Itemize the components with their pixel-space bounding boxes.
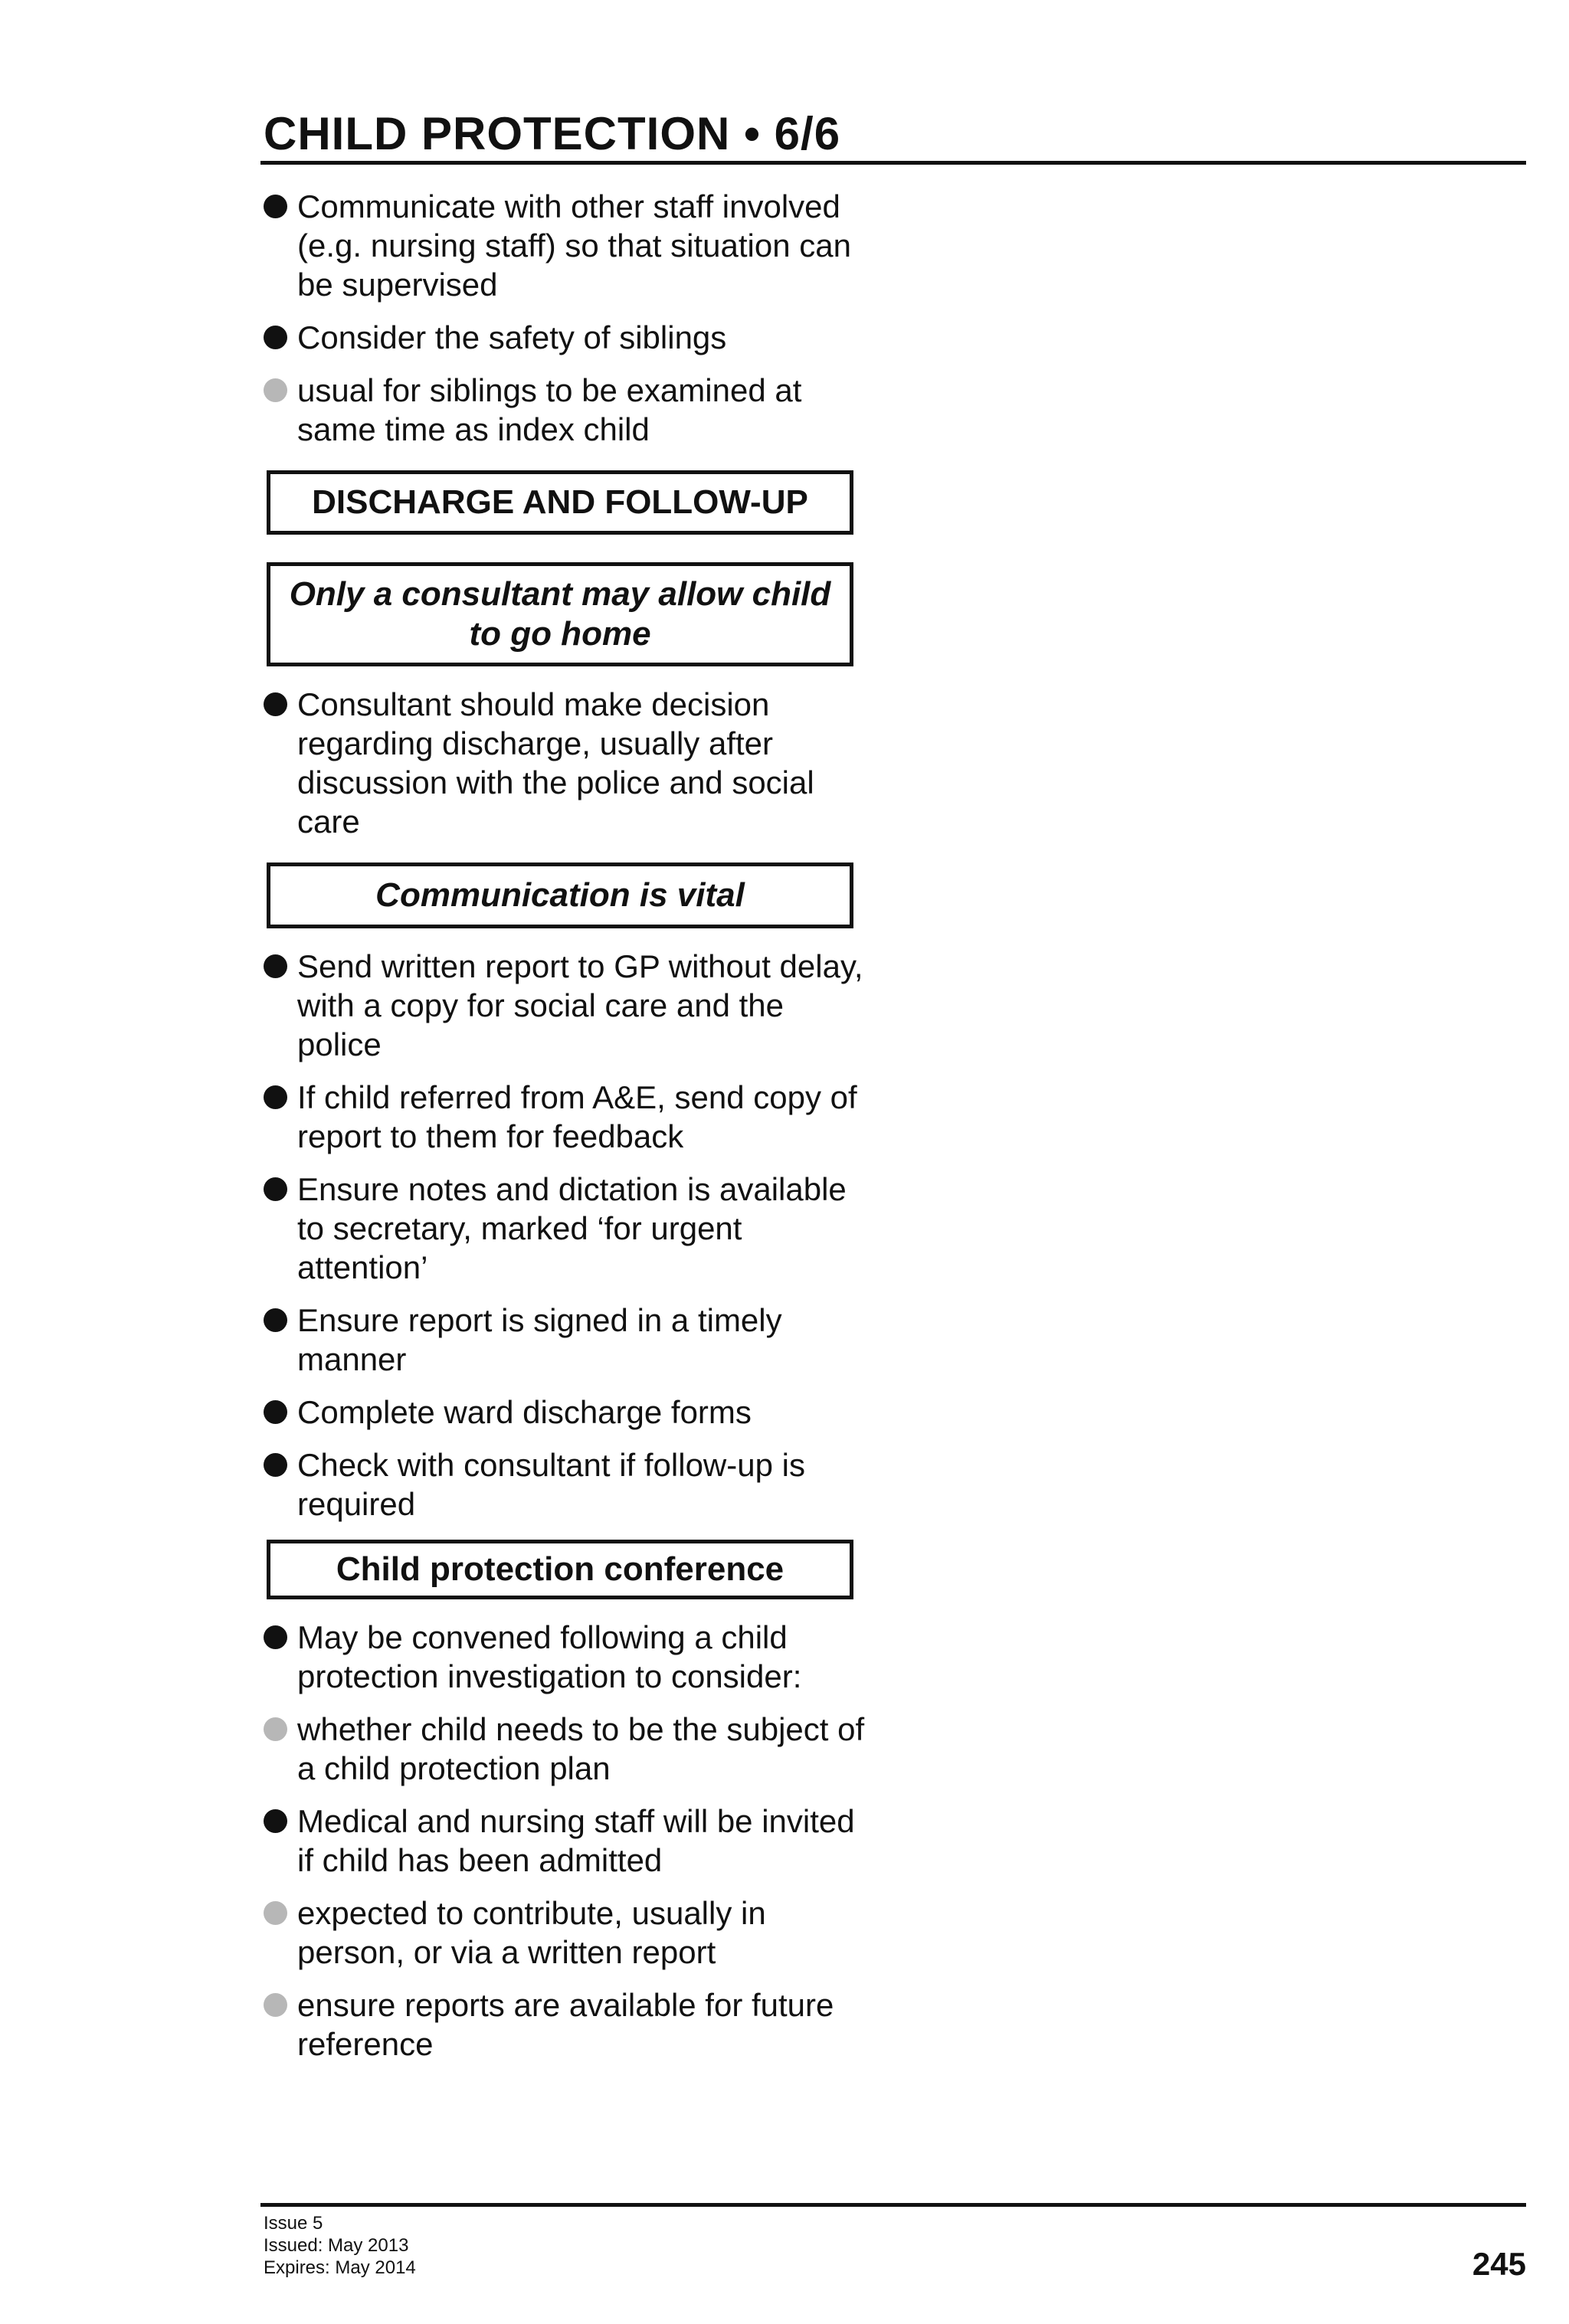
sub-bullet-icon xyxy=(264,1993,287,2017)
bullet-icon xyxy=(264,1625,287,1649)
callout-text: Only a consultant may allow child to go home xyxy=(289,575,831,653)
bullet-icon xyxy=(264,1177,287,1201)
list-item-text: Medical and nursing staff will be invited if child has been admitted xyxy=(297,1803,855,1878)
bullet-icon xyxy=(264,1308,287,1332)
list-item xyxy=(264,1301,869,1379)
list-item-text: Ensure notes and dictation is available to secretary, marked ‘for urgent attention’ xyxy=(297,1171,847,1285)
conference-list xyxy=(264,1618,869,2064)
list-item-text: Ensure report is signed in a timely manner xyxy=(297,1302,782,1377)
discharge-heading-box xyxy=(267,470,853,535)
callout-text: Communication is vital xyxy=(375,876,745,914)
page-number: 245 xyxy=(1472,2246,1526,2282)
list-item xyxy=(264,685,869,841)
list-item-text: Send written report to GP without delay, with a copy for social care and the police xyxy=(297,948,863,1062)
list-item-text: ensure reports are available for future reference xyxy=(297,1987,834,2062)
list-item-text: whether child needs to be the subject of a child protection plan xyxy=(297,1711,865,1786)
list-item xyxy=(264,371,869,449)
list-item xyxy=(264,318,869,357)
list-item xyxy=(264,1078,869,1156)
footer-divider xyxy=(260,2203,1526,2207)
list-item-text: usual for siblings to be examined at same time as index child xyxy=(297,372,802,447)
list-item xyxy=(264,1894,869,1972)
sub-bullet-icon xyxy=(264,1717,287,1741)
list-item-text: Consultant should make decision regarding discharge, usually after discussion with the police and social care xyxy=(297,686,814,840)
bullet-icon xyxy=(264,1809,287,1833)
communication-note-box xyxy=(267,862,853,928)
list-item xyxy=(264,187,869,304)
list-item xyxy=(264,1170,869,1287)
bullet-icon xyxy=(264,692,287,716)
page-title: CHILD PROTECTION • 6/6 xyxy=(264,108,841,159)
bullet-icon xyxy=(264,954,287,978)
sub-bullet-icon xyxy=(264,378,287,402)
footer-issue: Issue 5 xyxy=(264,2213,323,2234)
bullet-icon xyxy=(264,1453,287,1477)
list-item-text: expected to contribute, usually in person, or via a written report xyxy=(297,1895,766,1970)
list-item xyxy=(264,1710,869,1788)
intro-list xyxy=(264,187,869,449)
list-item-text: Consider the safety of siblings xyxy=(297,319,727,355)
list-item-text: Check with consultant if follow-up is required xyxy=(297,1447,805,1522)
list-item xyxy=(264,1985,869,2064)
list-item-text: Communicate with other staff involved (e.g. nursing staff) so that situation can be supervised xyxy=(297,188,851,303)
list-item xyxy=(264,1802,869,1880)
sub-bullet-icon xyxy=(264,1901,287,1925)
list-item xyxy=(264,1393,869,1432)
footer-issued-date: Issued: May 2013 xyxy=(264,2235,409,2256)
bullet-icon xyxy=(264,326,287,349)
list-item-text: Complete ward discharge forms xyxy=(297,1394,752,1430)
title-divider xyxy=(260,161,1526,165)
consultant-note-box xyxy=(267,562,853,666)
communication-list xyxy=(264,947,869,1524)
section-heading: Child protection conference xyxy=(336,1550,784,1588)
list-item xyxy=(264,1618,869,1696)
conference-heading-box xyxy=(267,1540,853,1599)
list-item xyxy=(264,1445,869,1524)
consultant-list xyxy=(264,685,869,841)
bullet-icon xyxy=(264,1400,287,1424)
bullet-icon xyxy=(264,195,287,218)
list-item xyxy=(264,947,869,1064)
section-heading: DISCHARGE AND FOLLOW-UP xyxy=(312,483,808,521)
footer-expiry-date: Expires: May 2014 xyxy=(264,2257,416,2278)
list-item-text: May be convened following a child protection investigation to consider: xyxy=(297,1619,802,1694)
list-item-text: If child referred from A&E, send copy of report to them for feedback xyxy=(297,1079,857,1154)
bullet-icon xyxy=(264,1085,287,1109)
